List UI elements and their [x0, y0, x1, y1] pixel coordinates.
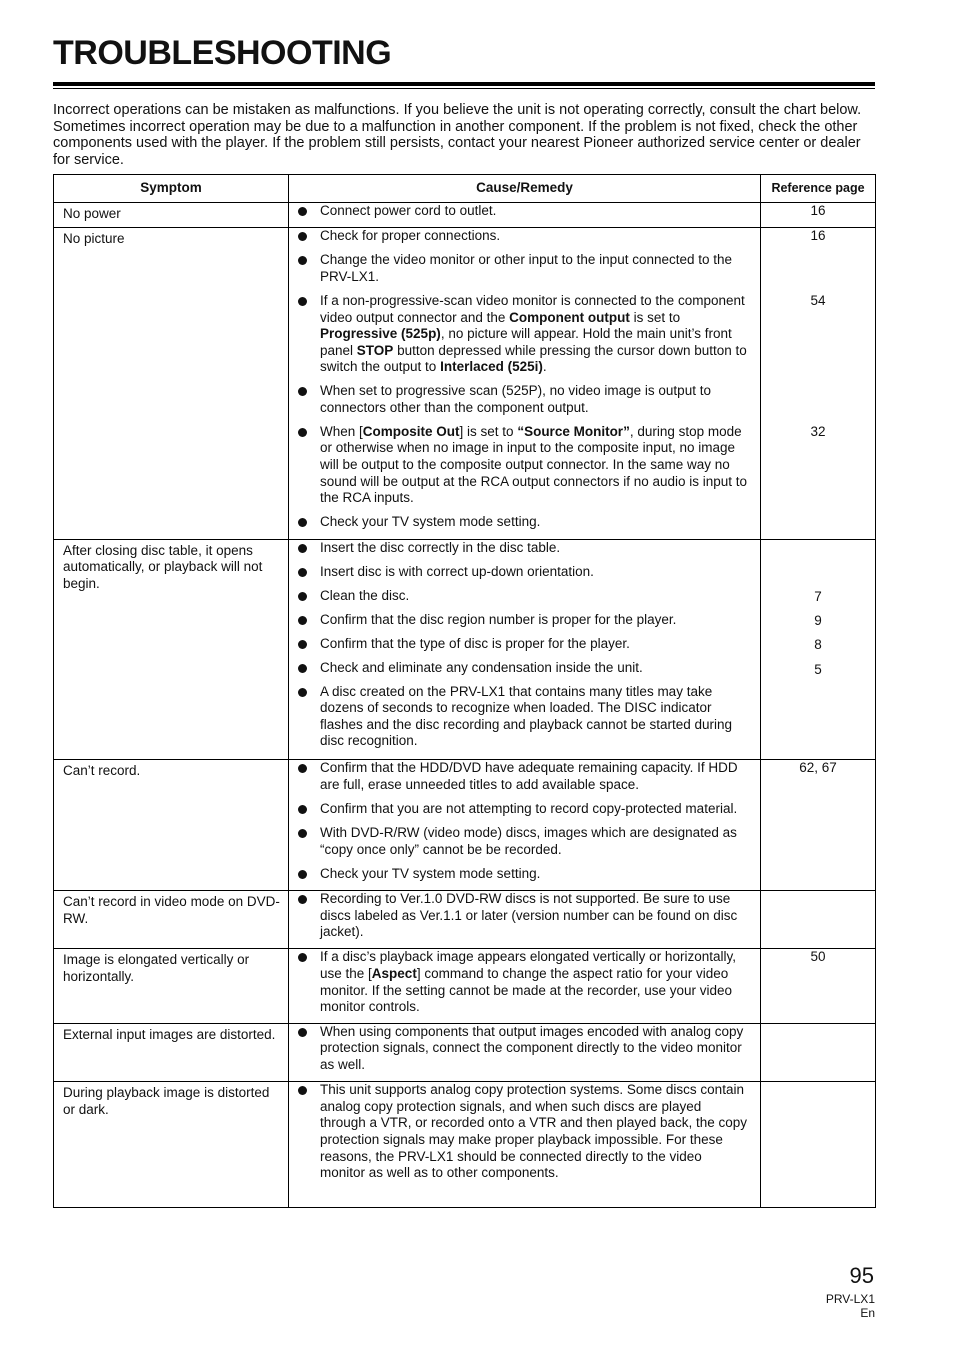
troubleshooting-table: [53, 174, 876, 1208]
table-row: [54, 1023, 876, 1081]
bullet-icon: [298, 664, 307, 673]
reference-page: 8: [814, 637, 822, 653]
title-rule-thick: [53, 82, 875, 86]
remedy-item: [289, 540, 760, 557]
bullet-icon: [298, 616, 307, 625]
remedy-text: When using components that output images encoded with analog copy protection signals, connect the component directly to the video monitor as well.: [320, 1023, 744, 1072]
bullet-icon: [298, 1028, 307, 1037]
symptom-cell: Can’t record in video mode on DVD-RW.: [54, 891, 289, 949]
reference-page: [761, 891, 875, 941]
remedy-item: [289, 760, 760, 793]
remedy-item: [289, 293, 760, 376]
remedy-text: A disc created on the PRV-LX1 that contains many titles may take dozens of seconds to recognize when loaded. The DISC indicator flashes and the disc recording and playback cannot be started during disc recognition.: [320, 683, 733, 749]
bullet-icon: [298, 518, 307, 527]
reference-page-cell: [761, 1023, 876, 1081]
table-row: [54, 203, 876, 228]
remedy-item: [289, 949, 760, 1015]
remedy-item: [289, 684, 760, 750]
remedy-text: Check for proper connections.: [320, 228, 501, 244]
table-header-row: [54, 175, 876, 203]
header-reference-page: Reference page: [761, 175, 876, 203]
symptom-cell: After closing disc table, it opens automatically, or playback will not begin.: [54, 539, 289, 760]
remedy-item: [289, 588, 760, 605]
remedy-text: Confirm that you are not attempting to record copy-protected material.: [320, 801, 738, 817]
cause-remedy-cell: [289, 949, 761, 1023]
remedy-text: Check and eliminate any condensation inside the unit.: [320, 659, 643, 675]
page-title: TROUBLESHOOTING: [53, 34, 392, 72]
table-row: [54, 228, 876, 539]
remedy-text: Check your TV system mode setting.: [320, 865, 541, 881]
reference-page: 50: [810, 949, 826, 965]
remedy-item: [289, 612, 760, 629]
symptom-cell: No power: [54, 203, 289, 228]
remedy-item: [289, 660, 760, 677]
bullet-icon: [298, 870, 307, 879]
remedy-item: [289, 424, 760, 507]
remedy-text: Insert disc is with correct up-down orientation.: [320, 563, 594, 579]
remedy-item: [289, 228, 760, 245]
reference-page: [761, 564, 875, 581]
reference-page: 9: [814, 612, 822, 628]
reference-page-cell: [761, 891, 876, 949]
bullet-icon: [298, 544, 307, 553]
table-row: [54, 760, 876, 891]
reference-page: 16: [810, 203, 826, 218]
remedy-item: [289, 866, 760, 883]
bullet-icon: [298, 895, 307, 904]
remedy-item: [289, 383, 760, 416]
remedy-item: [289, 825, 760, 858]
reference-page: [761, 801, 875, 818]
remedy-text: If a non-progressive-scan video monitor is connected to the component video output connector and the Component output is set to Progressive (525p), no picture will appear. Hold the main unit’s front panel STOP button depressed while pressing the cursor down button to switch the output to Interlaced (525i).: [320, 292, 747, 375]
remedy-text: Recording to Ver.1.0 DVD-RW discs is not supported. Be sure to use discs labeled as Ver.1.1 or later (version number can be found on disc jacket).: [320, 891, 738, 940]
cause-remedy-cell: [289, 1023, 761, 1081]
reference-page-cell: [761, 228, 876, 539]
remedy-text: When [Composite Out] is set to “Source Monitor”, during stop mode or otherwise when no image in input to the composite input, no image will be output to the composite output connector. In the same way no sound will be output at the RCA output connectors if no audio is input to the RCA inputs.: [320, 423, 748, 506]
table-row: [54, 949, 876, 1023]
reference-page: 62, 67: [799, 760, 837, 776]
symptom-cell: Image is elongated vertically or horizontally.: [54, 949, 289, 1023]
reference-page: 32: [810, 423, 826, 439]
reference-page: [761, 514, 875, 531]
header-cause: Cause/Remedy: [289, 175, 761, 203]
reference-page: 5: [814, 661, 822, 677]
bullet-icon: [298, 428, 307, 437]
remedy-text: Confirm that the type of disc is proper for the player.: [320, 635, 630, 651]
model-name: PRV-LX1: [825, 1292, 875, 1306]
bullet-icon: [298, 764, 307, 773]
cause-remedy-cell: [289, 760, 761, 891]
symptom-cell: Can’t record.: [54, 760, 289, 891]
remedy-item: [289, 1082, 760, 1182]
intro-paragraph: Incorrect operations can be mistaken as malfunctions. If you believe the unit is not operating correctly, consult the chart below. Sometimes incorrect operation may be due to a malfunction in another component. If the problem is not fixed, check the other components used with the player. If the problem still persists, contact your nearest Pioneer authorized service center or dealer for service.: [53, 102, 862, 168]
reference-page: [761, 540, 875, 557]
reference-page-cell: [761, 1082, 876, 1208]
cause-remedy-cell: [289, 1082, 761, 1208]
remedy-text: Change the video monitor or other input to the input connected to the PRV-LX1.: [320, 252, 733, 284]
table-row: [54, 539, 876, 760]
remedy-text: Clean the disc.: [320, 587, 410, 603]
bullet-icon: [298, 1086, 307, 1095]
page-number: 95: [849, 1263, 874, 1288]
bullet-icon: [298, 829, 307, 838]
remedy-item: [289, 1024, 760, 1074]
bullet-icon: [298, 592, 307, 601]
bullet-icon: [298, 568, 307, 577]
bullet-icon: [298, 297, 307, 306]
reference-page: [761, 253, 875, 286]
footer-model: [826, 1292, 875, 1320]
remedy-item: [289, 252, 760, 285]
reference-page-cell: [761, 203, 876, 228]
bullet-icon: [298, 953, 307, 962]
remedy-text: Confirm that the disc region number is proper for the player.: [320, 611, 677, 627]
remedy-item: [289, 891, 760, 941]
remedy-text: With DVD-R/RW (video mode) discs, images which are designated as “copy once only” cannot be be recorded.: [320, 825, 737, 857]
remedy-text: Check your TV system mode setting.: [320, 514, 541, 530]
reference-page-cell: [761, 949, 876, 1023]
reference-page: [761, 825, 875, 858]
bullet-icon: [298, 805, 307, 814]
reference-page-cell: [761, 539, 876, 760]
header-symptom: Symptom: [54, 175, 289, 203]
table-row: [54, 891, 876, 949]
bullet-icon: [298, 207, 307, 216]
reference-page: [761, 1082, 875, 1182]
title-rule-thin: [53, 88, 875, 89]
remedy-item: [289, 636, 760, 653]
cause-remedy-cell: [289, 228, 761, 539]
reference-page: 7: [814, 588, 822, 604]
reference-page-cell: [761, 760, 876, 891]
remedy-item: [289, 801, 760, 818]
remedy-text: This unit supports analog copy protection systems. Some discs contain analog copy protection signals, and when such discs are played through a VTR, or recorded onto a VTR and then played back, the copy protection signals may make proper playback impossible. For these reasons, the PRV-LX1 should be connected directly to the video monitor as well as to other components.: [320, 1082, 748, 1181]
remedy-text: Connect power cord to outlet.: [320, 203, 497, 218]
reference-page: 16: [810, 228, 826, 244]
cause-remedy-cell: [289, 891, 761, 949]
symptom-cell: External input images are distorted.: [54, 1023, 289, 1081]
remedy-text: When set to progressive scan (525P), no video image is output to connectors other than the component output.: [320, 383, 711, 415]
bullet-icon: [298, 256, 307, 265]
remedy-text: If a disc’s playback image appears elongated vertically or horizontally, use the [Aspect] command to change the aspect ratio for your video monitor. If the setting cannot be made at the recorder, use your video monitor controls.: [320, 949, 736, 1015]
table-row: [54, 1082, 876, 1208]
remedy-text: Confirm that the HDD/DVD have adequate remaining capacity. If HDD are full, erase unneeded titles to add available space.: [320, 760, 738, 793]
language-code: En: [860, 1306, 875, 1320]
symptom-cell: During playback image is distorted or dark.: [54, 1082, 289, 1208]
reference-page: [761, 384, 875, 417]
reference-page: 54: [810, 293, 826, 309]
cause-remedy-cell: [289, 203, 761, 228]
reference-page: [761, 866, 875, 883]
cause-remedy-cell: [289, 539, 761, 760]
reference-page: [761, 686, 875, 752]
remedy-item: [289, 514, 760, 531]
bullet-icon: [298, 232, 307, 241]
bullet-icon: [298, 640, 307, 649]
table-body: [54, 203, 876, 1208]
symptom-cell: No picture: [54, 228, 289, 539]
remedy-item: [289, 564, 760, 581]
bullet-icon: [298, 387, 307, 396]
remedy-item: [289, 203, 760, 220]
remedy-text: Insert the disc correctly in the disc table.: [320, 539, 561, 555]
reference-page: [761, 1024, 875, 1074]
bullet-icon: [298, 688, 307, 697]
